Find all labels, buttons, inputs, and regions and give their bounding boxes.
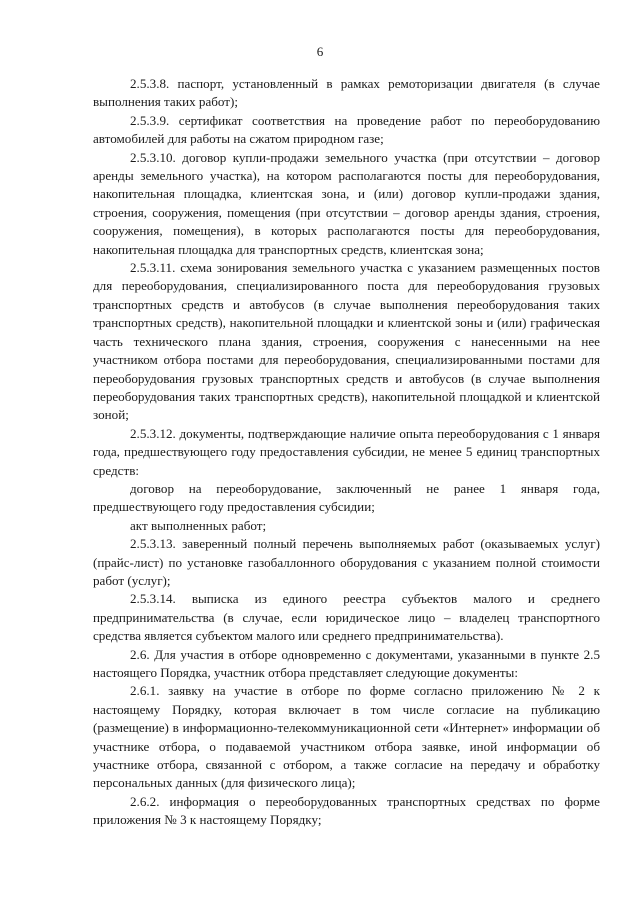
paragraph-2-5-3-10: 2.5.3.10. договор купли-продажи земельного участка (при отсутствии – договор аренды земельного участка), на котором располагаются посты для переоборудования, накопительная площадка, клиентская зона, и (или) договор купли-продажи здания, строения, сооружения, помещения (при отсутствии – договор аренды здания, строения, сооружения, помещения), в которых располагаются посты для переоборудования, накопительная площадка для транспортных средств, клиентская зона; xyxy=(93,149,600,257)
paragraph-2-5-3-13: 2.5.3.13. заверенный полный перечень выполняемых работ (оказываемых услуг) (прайс-лист) по установке газобаллонного оборудования с указанием полной стоимости работ (услуг); xyxy=(93,536,600,588)
paragraph-act: акт выполненных работ; xyxy=(130,517,267,533)
paragraph-contract: договор на переоборудование, заключенный не ранее 1 января года, предшествующего году предоставления субсидии; xyxy=(93,480,600,515)
paragraph-2-5-3-12: 2.5.3.12. документы, подтверждающие наличие опыта переоборудования с 1 января года, предшествующего году предоставления субсидии, не менее 5 единиц транспортных средств: xyxy=(93,425,600,478)
paragraph-2-5-3-11: 2.5.3.11. схема зонирования земельного участка с указанием размещенных постов для переоборудования, специализированного поста для переоборудования грузовых транспортных средств и автобусов (в случае выполнения переоборудования таких транспортных средств), накопительной площадки и клиентской зоны и (или) графическая часть технического плана здания, строения, сооружения с нанесенными на нее участником отбора постами для переоборудования, специализированными постами для переоборудования грузовых транспортных средств и автобусов (в случае выполнения переоборудования таких транспортных средств), накопительной площадкой и клиентской зоной; xyxy=(93,260,600,423)
page-number: 6 xyxy=(316,44,324,59)
paragraph-2-5-3-8: 2.5.3.8. паспорт, установленный в рамках ремоторизации двигателя (в случае выполнения таких работ); xyxy=(93,76,600,110)
paragraph-2-6: 2.6. Для участия в отборе одновременно с документами, указанными в пункте 2.5 настоящего Порядка, участник отбора представляет следующие документы: xyxy=(93,646,600,680)
paragraph-2-6-2: 2.6.2. информация о переоборудованных транспортных средствах по форме приложения № 3 к настоящему Порядку; xyxy=(93,793,600,828)
paragraph-2-6-1: 2.6.1. заявку на участие в отборе по форме согласно приложению № 2 к настоящему Порядку, которая включает в том числе согласие на публикацию (размещение) в информационно-телекоммуникационной сети «Интернет» информации об участнике отбора, о подаваемой участником отбора заявке, иной информации об участнике отбора, связанной с отбором, а также согласие на передачу и обработку персональных данных (для физического лица); xyxy=(93,683,600,791)
paragraph-2-5-3-9: 2.5.3.9. сертификат соответствия на проведение работ по переоборудованию автомобилей для работы на сжатом природном газе; xyxy=(93,112,600,147)
paragraph-2-5-3-14: 2.5.3.14. выписка из единого реестра субъектов малого и среднего предпринимательства (в случае, если юридическое лицо – владелец транспортного средства является субъектом малого или среднего предпринимательства). xyxy=(93,591,600,644)
